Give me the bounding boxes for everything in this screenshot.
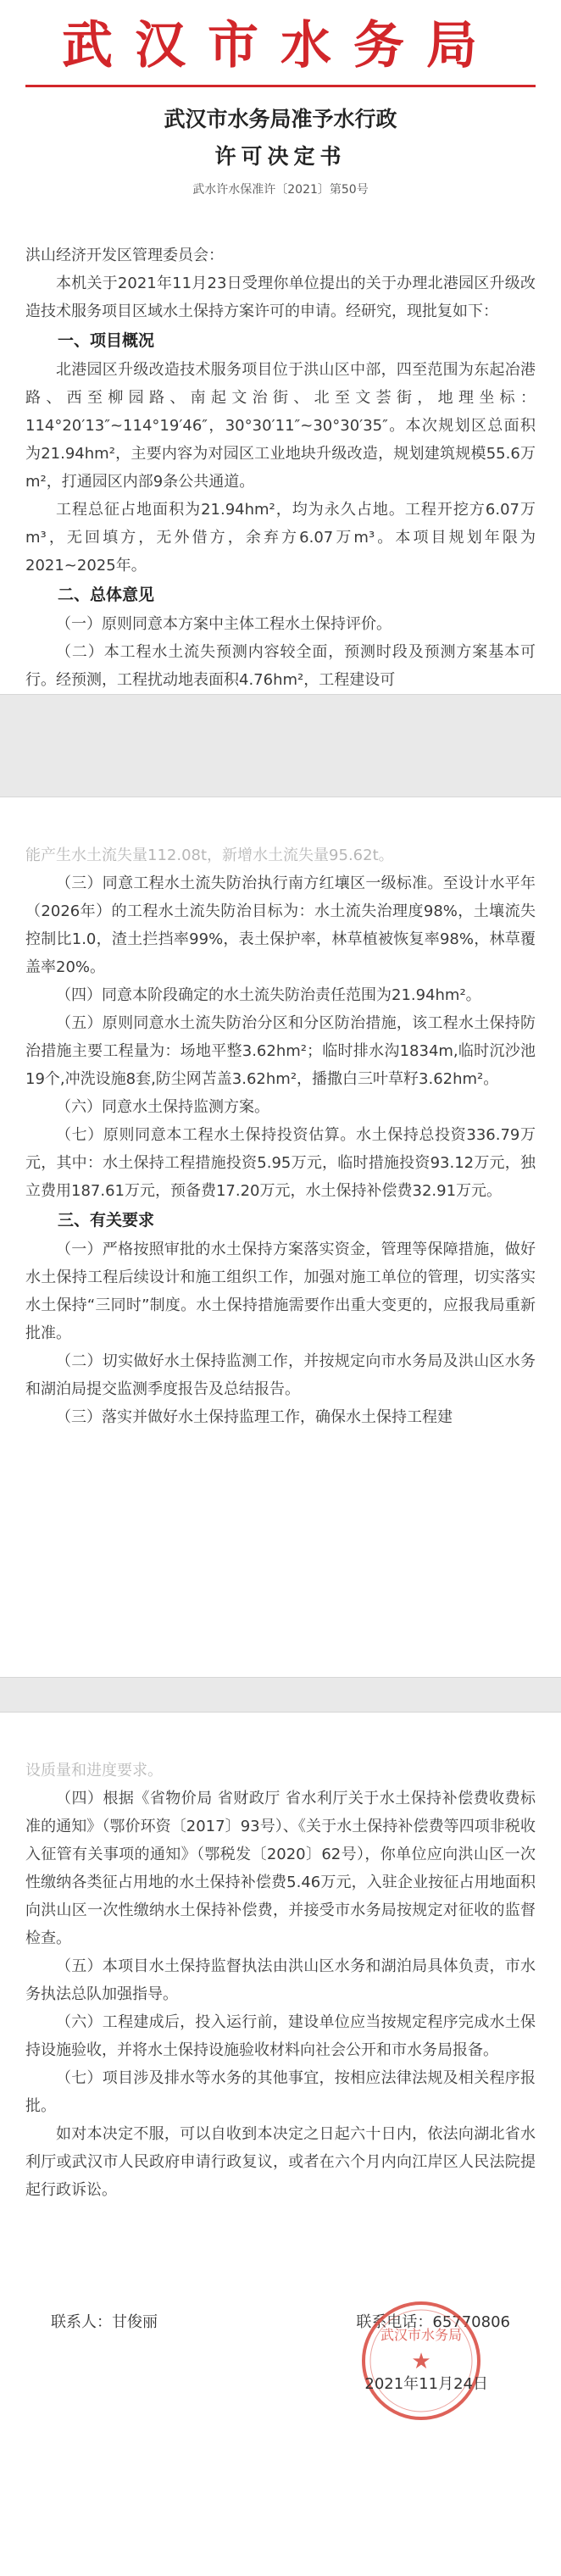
opinion-4: （四）同意本阶段确定的水土流失防治责任范围为21.94hm²。 [56,986,481,1004]
opinion-5: （五）原则同意水土流失防治分区和分区防治措施，该工程水土保持防治措施主要工程量为：场地平整3.62hm²；临时排水沟1834m,临时沉沙池19个,冲洗设施8套,防尘网苫盖3.62hm²，播撒白三叶草籽3.62hm²。 [25,1014,536,1088]
opinion-3: （三）同意工程水土流失防治执行南方红壤区一级标准。至设计水平年（2026年）的工程水土流失防治目标为：水土流失治理度98%，土壤流失控制比1.0，渣土拦挡率99%，表土保护率，林草植被恢复率98%，林草覆盖率20%。 [25,874,536,976]
requirement-3: （三）落实并做好水土保持监理工作，确保水土保持工程建 [56,1408,453,1426]
requirement-2: （二）切实做好水土保持监测工作，并按规定向市水务局及洪山区水务和湖泊局提交监测季度报告及总结报告。 [25,1352,536,1398]
contact-person: 联系人：甘俊丽 [51,2313,158,2331]
official-seal-stamp [358,2297,485,2424]
requirement-1: （一）严格按照审批的水土保持方案落实资金，管理等保障措施，做好水土保持工程后续设计和施工组织工作，加强对施工单位的管理，切实落实水土保持“三同时”制度。水土保持措施需要作出重大变更的，应报我局重新批准。 [25,1241,536,1342]
letterhead-red-rule [25,85,536,87]
section-1-heading: 一、项目概况 [58,331,155,350]
requirement-4: （四）根据《省物价局 省财政厅 省水利厅关于水土保持补偿费收费标准的通知》（鄂价环资〔2017〕93号）、《关于水土保持补偿费等四项非税收入征管有关事项的通知》（鄂税发〔2020〕62号），你单位应向洪山区一次性缴纳各类征占用地的水土保持补偿费5.46万元，入驻企业按征占用地面积向洪山区一次性缴纳水土保持补偿费，并接受市水务局按规定对征收的监督检查。 [25,1790,536,1947]
requirement-5: （五）本项目水土保持监督执法由洪山区水务和湖泊局具体负责，市水务执法总队加强指导。 [25,1957,536,2003]
requirement-7: （七）项目涉及排水等水务的其他事宜，按相应法律法规及相关程序报批。 [25,2069,536,2115]
svg-text:武汉市水务局: 武汉市水务局 [380,2327,463,2343]
section-3-heading: 三、有关要求 [58,1211,155,1230]
document-number: 武水许水保准许〔2021〕第50号 [192,183,369,197]
section-2-heading: 二、总体意见 [58,586,155,604]
decision-title-line1: 武汉市水务局准予水行政 [164,107,397,131]
appeal-paragraph: 如对本决定不服，可以自收到本决定之日起六十日内，依法向湖北省水利厅或武汉市人民政府申请行政复议，或者在六个月内向江岸区人民法院提起行政诉讼。 [25,2125,536,2199]
document-page-1 [0,0,561,695]
faded-continuation-text: 设质量和进度要求。 [25,1762,163,1779]
svg-text:★: ★ [411,2349,431,2374]
opinion-7: （七）原则同意本工程水土保持投资估算。水土保持总投资336.79万元，其中：水土保持工程措施投资5.95万元，临时措施投资93.12万元，独立费用187.61万元，预备费17.20万元，水土保持补偿费32.91万元。 [25,1126,536,1200]
opinion-2: （二）本工程水土流失预测内容较全面，预测时段及预测方案基本可行。经预测，工程扰动地表面积4.76hm²，工程建设可 [25,643,536,689]
recipient-line: 洪山经济开发区管理委员会： [25,247,224,264]
overview-paragraph-2: 工程总征占地面积为21.94hm²，均为永久占地。工程开挖方6.07万m³，无回填方，无外借方，余弃方6.07万m³。本项目规划年限为2021~2025年。 [25,501,536,575]
faded-continuation-text: 能产生水土流失量112.08t，新增水土流失量95.62t。 [25,847,394,864]
org-letterhead-title: 武汉市水务局 [62,16,499,75]
document-page-2 [0,797,561,1678]
overview-paragraph-1: 北港园区升级改造技术服务项目位于洪山区中部，四至范围为东起冶港路、西至柳园路、南起文治街、北至文荟街，地理坐标：114°20′13″~114°19′46″，30°30′11″~30°30′35″。本次规划区总面积为21.94hm²，主要内容为对园区工业地块升级改造，规划建筑规模55.6万m²，打通园区内部9条公共通道。 [25,361,536,491]
document-page-3 [0,1712,561,2576]
intro-paragraph: 本机关于2021年11月23日受理你单位提出的关于办理北港园区升级改造技术服务项目区域水土保持方案许可的申请。经研究，现批复如下： [25,275,536,320]
issue-date: 2021年11月24日 [364,2375,488,2393]
contact-phone: 联系电话：65770806 [356,2313,510,2331]
opinion-6: （六）同意水土保持监测方案。 [56,1098,269,1116]
requirement-6: （六）工程建成后，投入运行前，建设单位应当按规定程序完成水土保持设施验收，并将水土保持设施验收材料向社会公开和市水务局报备。 [25,2013,536,2059]
decision-title-line2: 许可决定书 [214,144,347,169]
opinion-1: （一）原则同意本方案中主体工程水土保持评价。 [56,615,392,633]
